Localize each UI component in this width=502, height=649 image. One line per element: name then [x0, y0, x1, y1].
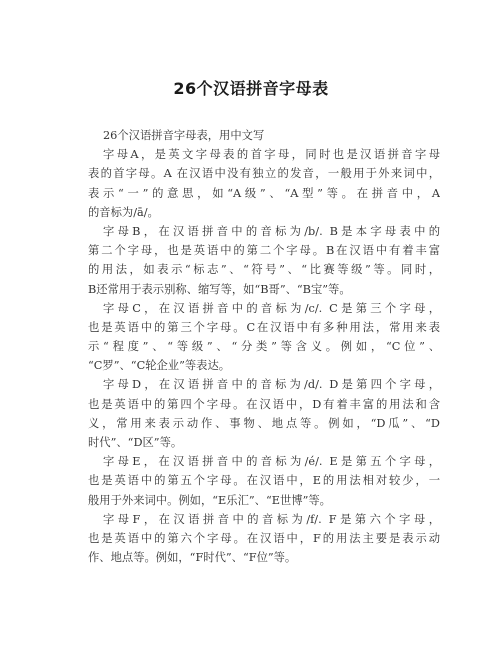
text-line: 字母C，在汉语拼音中的音标为/c/. C是第三个字母，: [103, 301, 440, 315]
text-line: 的用法，如表示“标志”、“符号”、“比赛等级”等。同时，: [88, 263, 440, 277]
text-line: 第二个字母，也是英语中的第二个字母。B在汉语中有着丰富: [88, 244, 440, 258]
text-line: 的音标为/ā/。: [88, 205, 159, 219]
text-line: “C罗”、“C轮企业”等表达。: [88, 359, 231, 373]
text-line: 字母A，是英文字母表的首字母，同时也是汉语拼音字母: [103, 148, 440, 162]
text-line: 义，常用来表示动作、事物、地点等。例如，“D瓜”、“D: [88, 416, 440, 430]
text-line: 字母B，在汉语拼音中的音标为/b/. B是本字母表中的: [103, 224, 440, 238]
text-line: 示“程度”、“等级”、“分类”等含义。例如，“C位”、: [88, 340, 440, 354]
text-line: 字母D，在汉语拼音中的音标为/d/. D是第四个字母，: [103, 378, 440, 392]
text-line: 时代”、“D区”等。: [88, 436, 183, 449]
page-title: 26个汉语拼音字母表: [173, 79, 329, 98]
text-line: 字母E，在汉语拼音中的音标为/é/. E是第五个字母，: [103, 455, 440, 469]
text-line: 也是英语中的第三个字母。C在汉语中有多种用法，常用来表: [88, 320, 440, 334]
text-line: 也是英语中的第六个字母。在汉语中，F的用法主要是表示动: [88, 531, 440, 545]
body-text: [88, 126, 440, 567]
text-line: 般用于外来词中。例如，“E乐汇”、“E世博”等。: [88, 493, 331, 507]
text-line: 字母F，在汉语拼音中的音标为/f/. F是第六个字母，: [103, 512, 440, 526]
text-line: 作、地点等。例如，“F时代”、“F位”等。: [88, 551, 297, 565]
text-line: 26个汉语拼音字母表，用中文写: [103, 129, 265, 142]
text-line: 也是英语中的第四个字母。在汉语中，D有着丰富的用法和含: [88, 397, 440, 411]
text-line: B还常用于表示别称、缩写等，如“B哥”、“B宝”等。: [88, 282, 351, 296]
text-line: 也是英语中的第五个字母。在汉语中，E的用法相对较少，一: [88, 474, 440, 488]
text-line: 表示“一”的意思，如“A级”、“A型”等。在拼音中，A: [88, 186, 440, 200]
text-line: 表的首字母。A 在汉语中没有独立的发音，一般用于外来词中，: [88, 167, 440, 181]
